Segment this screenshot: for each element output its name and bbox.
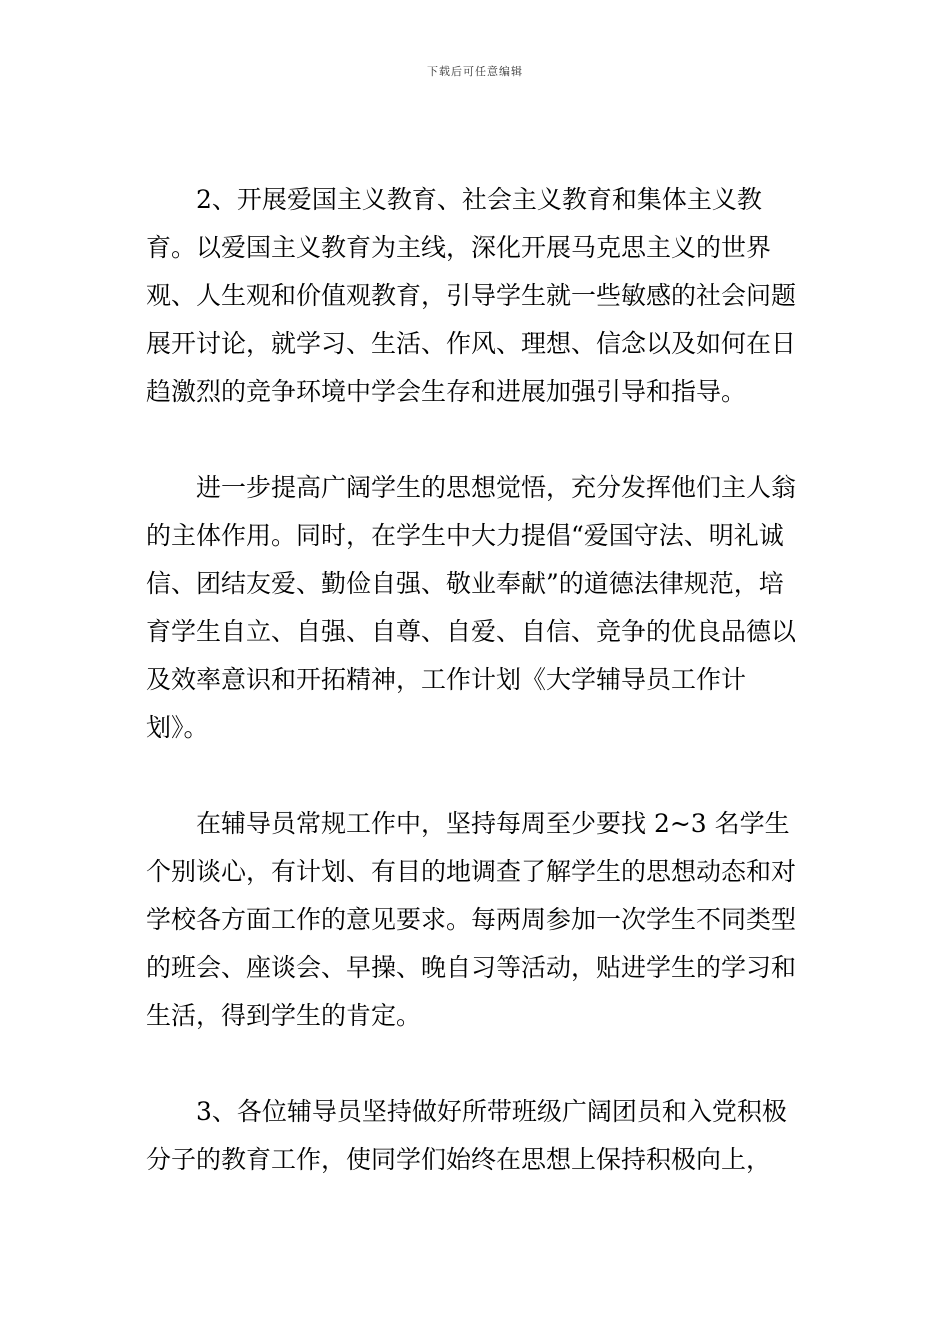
document-body — [146, 176, 806, 1232]
paragraph-2: 进一步提高广阔学生的思想觉悟，充分发挥他们主人翁的主体作用。同时，在学生中大力提倡“爱国守法、明礼诚信、团结友爱、勤俭自强、敬业奉献”的道德法律规范，培育学生自立、自强、自尊、自爱、自信、竞争的优良品德以及效率意识和开拓精神，工作计划《大学辅导员工作计划》。 — [146, 473, 797, 742]
paragraph-1: 2、开展爱国主义教育、社会主义教育和集体主义教育。以爱国主义教育为主线，深化开展马克思主义的世界观、人生观和价值观教育，引导学生就一些敏感的社会问题展开讨论，就学习、生活、作风、理想、信念以及如何在日趋激烈的竞争环境中学会生存和进展加强引导和指导。 — [146, 185, 797, 406]
page-header: 下载后可任意编辑 — [427, 65, 523, 78]
paragraph-4: 3、各位辅导员坚持做好所带班级广阔团员和入党积极分子的教育工作，使同学们始终在思想上保持积极向上， — [146, 1097, 787, 1174]
paragraph-3: 在辅导员常规工作中，坚持每周至少要找 2~3 名学生个别谈心，有计划、有目的地调查了解学生的思想动态和对学校各方面工作的意见要求。每两周参加一次学生不同类型的班会、座谈会、早操、晚自习等活动，贴进学生的学习和生活，得到学生的肯定。 — [146, 809, 797, 1030]
